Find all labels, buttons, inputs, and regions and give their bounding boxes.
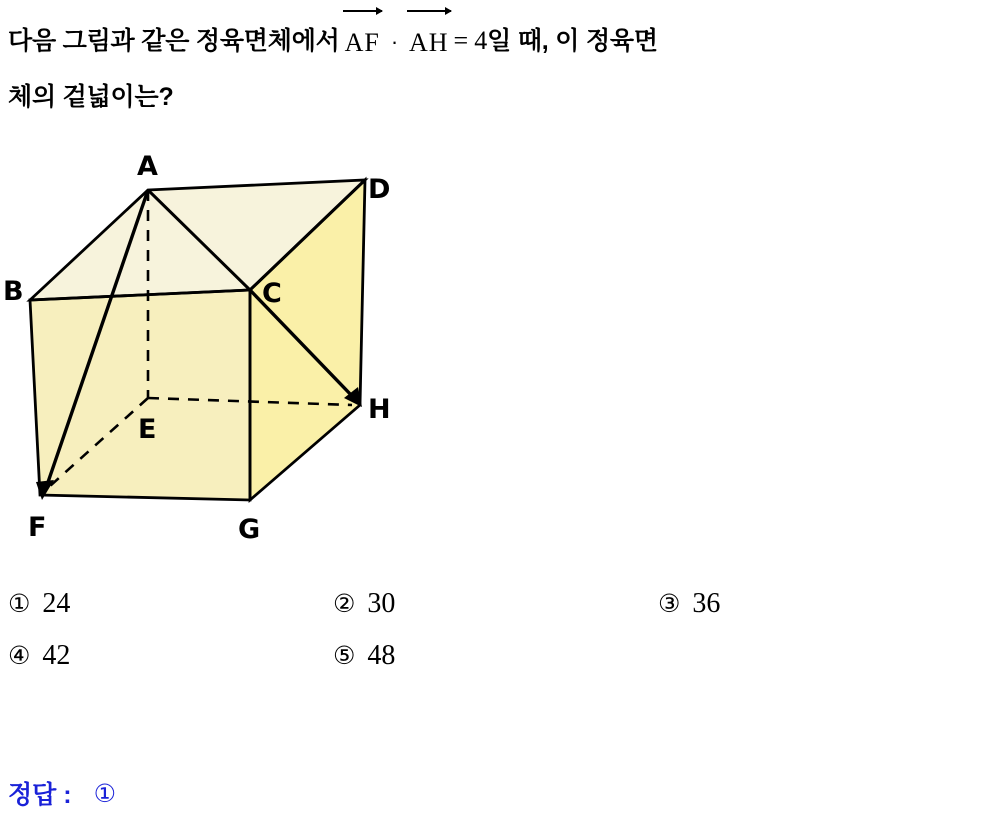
vector-arrow-icon bbox=[343, 10, 382, 12]
choice-1-text: 24 bbox=[42, 588, 71, 619]
choice-row-1 bbox=[8, 578, 983, 630]
dot-product-symbol: · bbox=[390, 29, 398, 54]
choice-4[interactable] bbox=[8, 640, 333, 672]
vector-af bbox=[343, 8, 382, 70]
question-stem bbox=[8, 8, 983, 125]
choice-2-number: ② bbox=[333, 589, 356, 618]
cube-front-face bbox=[30, 290, 250, 500]
choice-3-number: ③ bbox=[658, 589, 681, 618]
vertex-label-h: H bbox=[368, 394, 391, 425]
vector-ah-label: AH bbox=[408, 28, 449, 57]
choice-1-number: ① bbox=[8, 589, 31, 618]
answer-line bbox=[8, 775, 116, 811]
choice-row-2 bbox=[8, 630, 983, 682]
question-line-1 bbox=[8, 8, 983, 70]
choice-list bbox=[8, 578, 983, 682]
vertex-label-d: D bbox=[368, 174, 391, 205]
choice-4-number: ④ bbox=[8, 641, 31, 670]
question-line-2 bbox=[8, 70, 983, 125]
vertex-label-e: E bbox=[138, 414, 157, 445]
vertex-label-a: A bbox=[137, 151, 158, 182]
vertex-label-g: G bbox=[238, 514, 261, 545]
choice-1[interactable] bbox=[8, 588, 333, 620]
choice-5-text: 48 bbox=[367, 640, 396, 671]
vertex-label-f: F bbox=[28, 512, 47, 543]
answer-label: 정답 : bbox=[8, 781, 72, 809]
question-text-line-2: 체의 겉넓이는? bbox=[8, 83, 174, 111]
cube-figure bbox=[0, 140, 470, 560]
vector-ah bbox=[407, 8, 451, 70]
equation-value: = 4 bbox=[453, 26, 488, 55]
vertex-label-b: B bbox=[3, 276, 24, 307]
vertex-label-c: C bbox=[262, 278, 282, 309]
answer-value: ① bbox=[93, 778, 116, 808]
question-text-part-1: 다음 그림과 같은 정육면체에서 bbox=[8, 27, 340, 55]
choice-5-number: ⑤ bbox=[333, 641, 356, 670]
cube-diagram bbox=[0, 140, 470, 560]
choice-5[interactable] bbox=[333, 640, 658, 672]
question-text-part-2: 일 때, 이 정육면 bbox=[487, 27, 658, 55]
choice-2-text: 30 bbox=[367, 588, 396, 619]
choice-3[interactable] bbox=[658, 588, 983, 620]
vector-arrow-icon bbox=[407, 10, 451, 12]
vector-af-label: AF bbox=[344, 28, 380, 57]
choice-2[interactable] bbox=[333, 588, 658, 620]
choice-3-text: 36 bbox=[692, 588, 721, 619]
choice-4-text: 42 bbox=[42, 640, 71, 671]
